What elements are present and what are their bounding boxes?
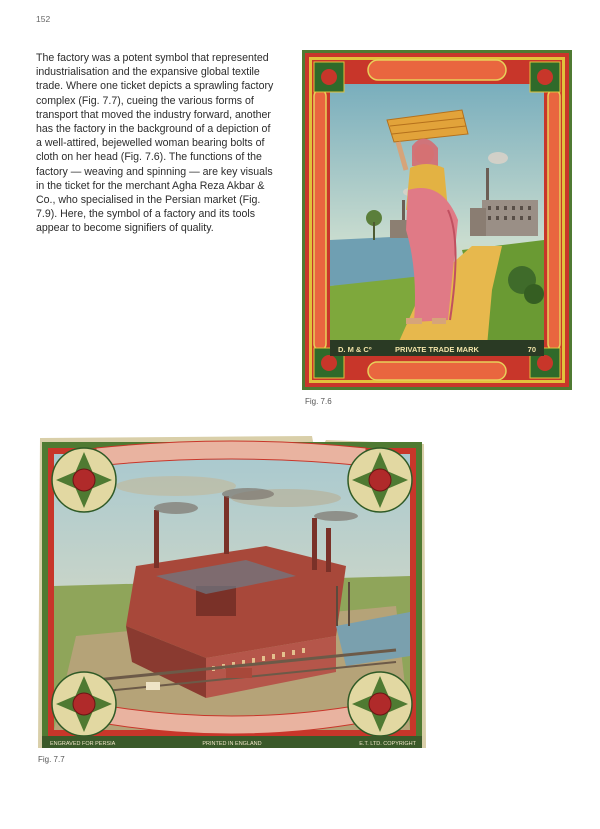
- figure-7-6-caption: Fig. 7.6: [305, 397, 332, 406]
- ticket-mark-center: PRIVATE TRADE MARK: [395, 345, 479, 354]
- woman-trade-ticket-image: [302, 50, 572, 390]
- ticket-imprint-center: PRINTED IN ENGLAND: [202, 741, 262, 747]
- ticket-imprint-left: ENGRAVED FOR PERSIA: [50, 741, 116, 747]
- ticket-mark-left: D. M & Cº: [338, 345, 372, 354]
- figure-7-7-trade-ticket: [36, 436, 428, 749]
- factory-trade-ticket-image: [36, 436, 428, 749]
- figure-7-7-caption: Fig. 7.7: [38, 755, 65, 764]
- page-number: 152: [36, 14, 51, 24]
- body-paragraph: The factory was a potent symbol that represented industrialisation and the expansive global textile trade. Where one ticket depicts a sprawling factory complex (Fig. 7.7), cueing the various forms of transport that moved the industry forward, another has the factory in the background of a depiction of a well-attired, bejewelled woman bearing bolts of cloth on her head (Fig. 7.6). The functions of the factory — weaving and spinning — are key visuals in the ticket for the merchant Agha Reza Akbar & Co., who specialised in the Persian market (Fig. 7.9). Here, the symbol of a factory and its tools appear to become signifiers of quality.: [36, 52, 274, 235]
- figure-7-6-trade-ticket: [302, 50, 572, 390]
- ticket-imprint-right: E.T. LTD. COPYRIGHT: [359, 741, 416, 747]
- ticket-mark-right: 70: [527, 345, 536, 354]
